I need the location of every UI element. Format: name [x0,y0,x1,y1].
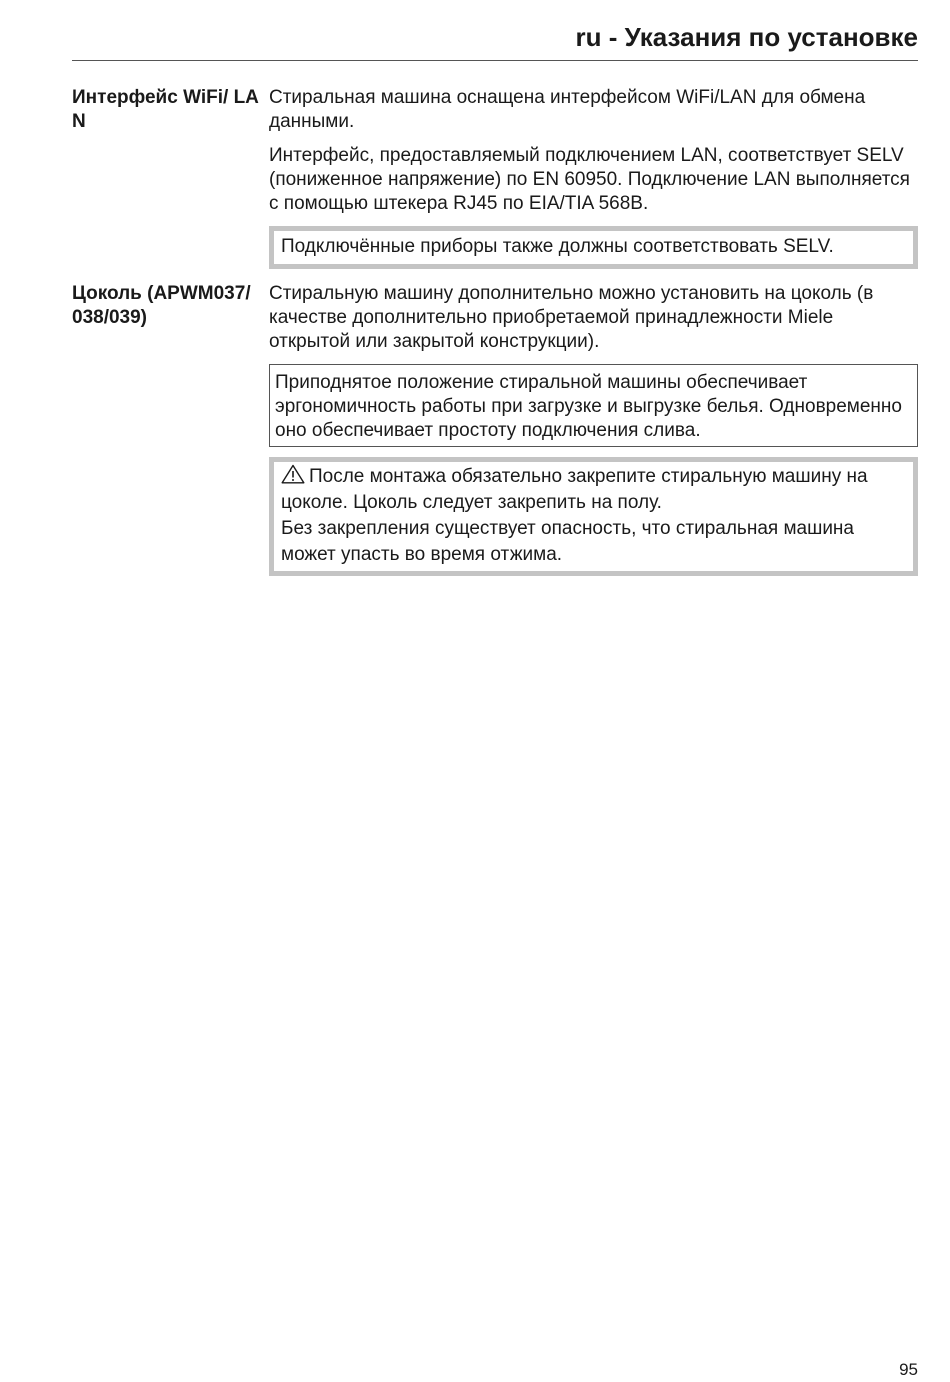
warning-text-2: Без закрепления существует опасность, что стиральная машина может упасть во время отжима. [281,518,854,565]
section-label-wifi-lan: Интерфейс WiFi/ LAN [72,87,259,132]
page-title: ru - Указания по установке [575,22,918,52]
warning-text-1: После монтажа обязательно закрепите стиральную машину на цоколе. Цоколь следует закрепить на полу. [281,466,868,513]
paragraph: Стиральная машина оснащена интерфейсом WiFi/LAN для обмена данными. [269,87,866,132]
section-body-plinth [269,282,918,576]
section-label-plinth: Цоколь (APWM037/038/039) [72,283,251,328]
section-body-wifi-lan [269,86,918,279]
page-number: 95 [899,1360,918,1379]
warning-triangle-icon [281,464,305,484]
page-header [72,0,918,61]
info-note: Приподнятое положение стиральной машины обеспечивает эргономичность работы при загрузке и выгрузке белья. Одновременно оно обеспечивает простоту подключения слива. [269,364,918,447]
warning-line-1 [281,464,905,516]
warning-note [269,457,918,576]
selv-note: Подключённые приборы также должны соответствовать SELV. [269,226,918,269]
paragraph: Интерфейс, предоставляемый подключением LAN, соответствует SELV (пониженное напряжение) по EN 60950. Подключение LAN выполняется с помощью штекера RJ45 по EIA/TIA 568B. [269,145,910,214]
paragraph: Стиральную машину дополнительно можно установить на цоколь (в качестве дополнительно приобретаемой принадлежности Miele открытой или закрытой конструкции). [269,283,874,352]
